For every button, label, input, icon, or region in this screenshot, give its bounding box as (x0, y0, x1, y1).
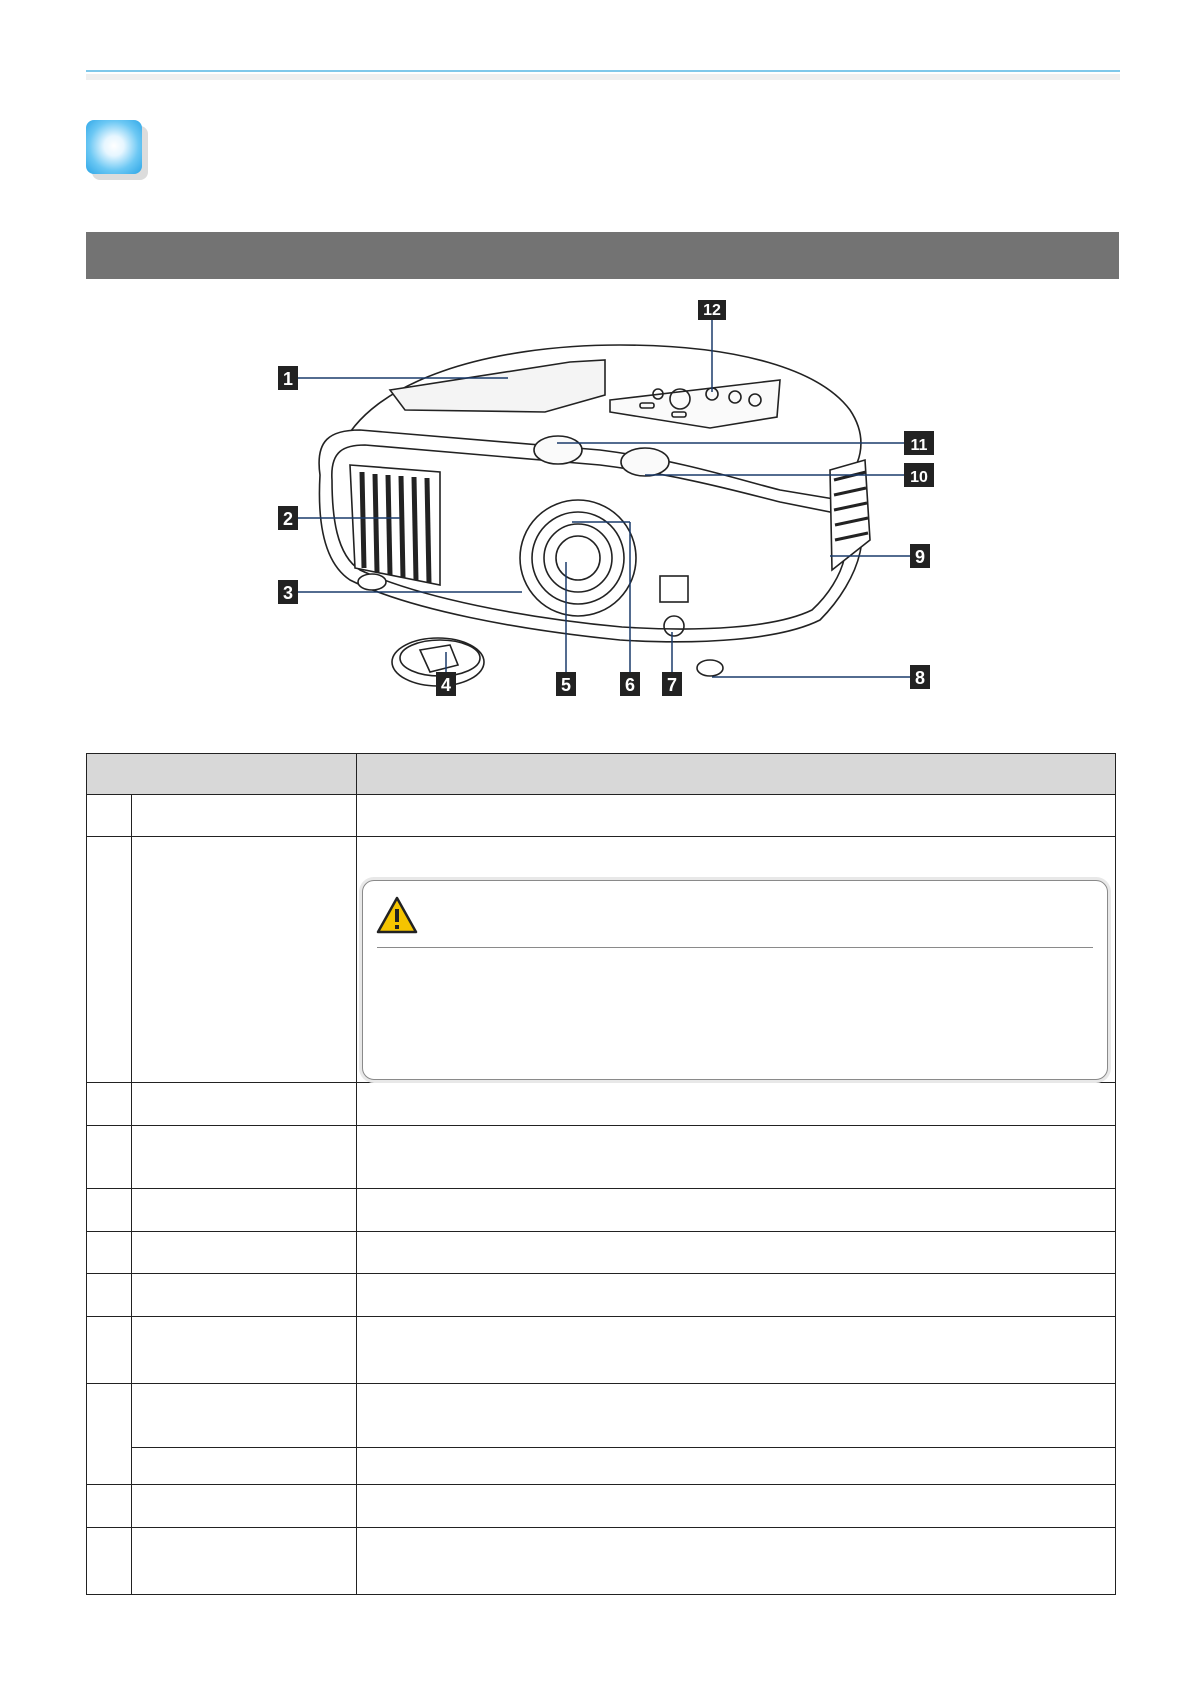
row-number (87, 1317, 132, 1384)
callout-label-5: 5 (560, 675, 572, 695)
row-desc (357, 1448, 1116, 1485)
table-row (87, 1126, 1116, 1189)
caution-box (362, 880, 1108, 1080)
callout-label-10: 10 (910, 469, 928, 486)
row-name (132, 1384, 357, 1448)
callout-label-1: 1 (282, 369, 294, 389)
callout-label-8: 8 (914, 668, 926, 688)
row-number (87, 1384, 132, 1485)
projector-front-figure (260, 300, 940, 740)
header-function-cell (357, 754, 1116, 795)
row-number (87, 1485, 132, 1528)
row-desc (357, 1126, 1116, 1189)
row-name (132, 1317, 357, 1384)
row-name (132, 1528, 357, 1595)
table-row (87, 1384, 1116, 1448)
table-row (87, 1189, 1116, 1232)
row-desc (357, 795, 1116, 837)
table-row (87, 795, 1116, 837)
row-name (132, 1083, 357, 1126)
table-row (87, 1485, 1116, 1528)
callout-label-9: 9 (914, 547, 926, 567)
row-desc (357, 1485, 1116, 1528)
row-name (132, 795, 357, 837)
header-name-cell (87, 754, 357, 795)
row-number (87, 1126, 132, 1189)
callout-label-4: 4 (440, 675, 452, 695)
row-number (87, 1232, 132, 1274)
row-number (87, 795, 132, 837)
table-row (87, 1274, 1116, 1317)
row-name (132, 1189, 357, 1232)
row-number (87, 1274, 132, 1317)
row-desc (357, 1083, 1116, 1126)
row-desc (357, 1384, 1116, 1448)
row-desc (357, 1232, 1116, 1274)
row-name (132, 1232, 357, 1274)
row-desc (357, 1189, 1116, 1232)
row-desc (357, 1317, 1116, 1384)
row-number (87, 1189, 132, 1232)
row-name (132, 1448, 357, 1485)
row-number (87, 1083, 132, 1126)
table-row (87, 1232, 1116, 1274)
top-rule-shade (86, 74, 1120, 80)
callout-label-2: 2 (282, 509, 294, 529)
callout-label-7: 7 (666, 675, 678, 695)
section-heading-bar (86, 232, 1119, 279)
row-number (87, 1528, 132, 1595)
table-row (87, 1448, 1116, 1485)
table-header-row (87, 754, 1116, 795)
table-row (87, 1083, 1116, 1126)
callout-label-12: 12 (703, 302, 721, 319)
row-name (132, 837, 357, 1083)
table-row (87, 1528, 1116, 1595)
callout-label-6: 6 (624, 675, 636, 695)
row-desc (357, 1528, 1116, 1595)
table-row (87, 1317, 1116, 1384)
row-name (132, 1126, 357, 1189)
row-number (87, 837, 132, 1083)
row-name (132, 1274, 357, 1317)
row-desc (357, 1274, 1116, 1317)
callout-label-11: 11 (910, 437, 928, 454)
row-name (132, 1485, 357, 1528)
top-rule (86, 70, 1120, 72)
warning-triangle-icon (375, 895, 419, 935)
caution-divider (377, 947, 1093, 948)
chapter-mark-icon (86, 120, 142, 174)
callout-label-3: 3 (282, 583, 294, 603)
